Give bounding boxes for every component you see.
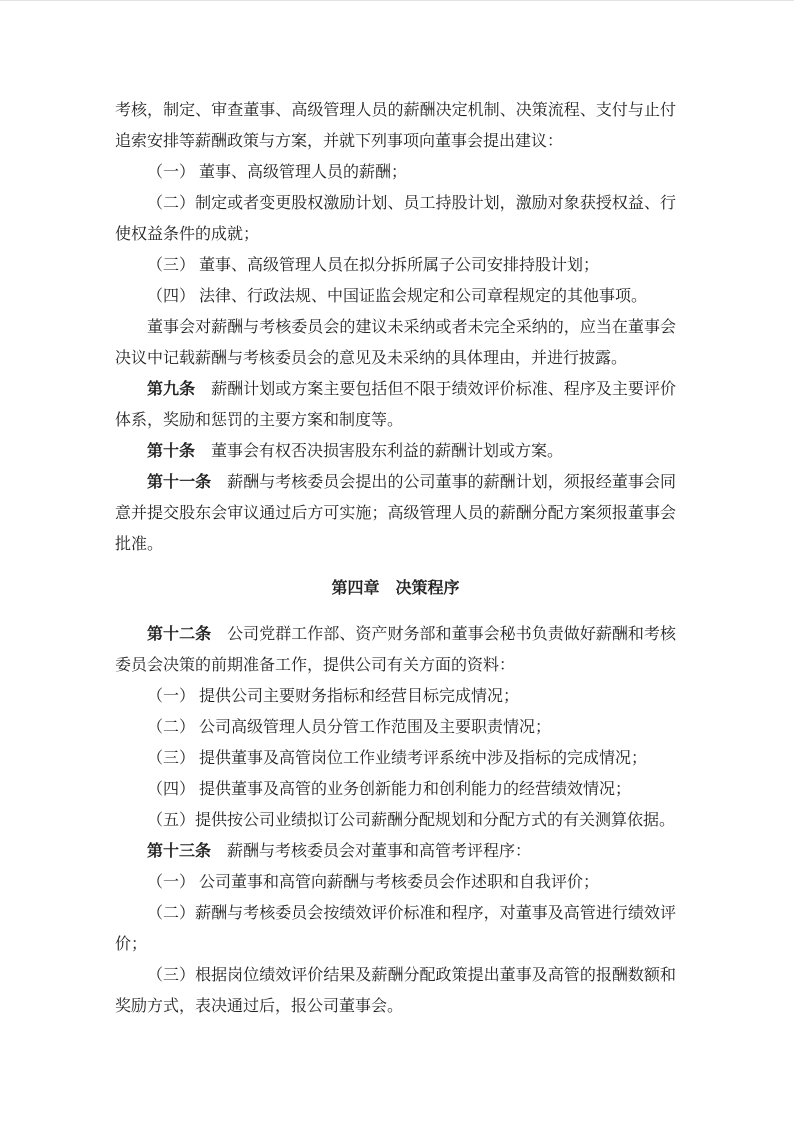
article-11-paragraph (115, 467, 676, 560)
article-11-number: 第十一条 (147, 474, 212, 491)
article-10-paragraph (115, 436, 676, 467)
list-item-13-3: （三）根据岗位绩效评价结果及薪酬分配政策提出董事及高管的报酬数额和奖励方式，表决通过后，报公司董事会。 (115, 967, 676, 1015)
article-13-number: 第十三条 (147, 843, 212, 860)
article-11-text: 薪酬与考核委员会提出的公司董事的薪酬计划，须报经董事会同意并提交股东会审议通过后方可实施；高级管理人员的薪酬分配方案须报董事会批准。 (115, 474, 676, 553)
body-paragraph: 董事会对薪酬与考核委员会的建议未采纳或者未完全采纳的，应当在董事会决议中记载薪酬与考核委员会的意见及未采纳的具体理由，并进行披露。 (115, 319, 676, 367)
list-item-12-2: （二） 公司高级管理人员分管工作范围及主要职责情况； (147, 719, 552, 736)
list-item-12-4: （四） 提供董事及高管的业务创新能力和创利能力的经营绩效情况； (147, 781, 632, 798)
list-item-2: （二）制定或者变更股权激励计划、员工持股计划，激励对象获授权益、行使权益条件的成就； (115, 195, 676, 243)
chapter-4-heading: 第四章 决策程序 (331, 580, 460, 597)
article-9-text: 薪酬计划或方案主要包括但不限于绩效评价标准、程序及主要评价体系，奖励和惩罚的主要方案和制度等。 (115, 381, 676, 429)
list-item-13-1: （一） 公司董事和高管向薪酬与考核委员会作述职和自我评价； (147, 874, 600, 891)
continuation-paragraph: 考核，制定、审查董事、高级管理人员的薪酬决定机制、决策流程、支付与止付追索安排等薪酬政策与方案，并就下列事项向董事会提出建议： (115, 102, 676, 150)
article-9-paragraph (115, 374, 676, 436)
list-item-1: （一） 董事、高级管理人员的薪酬； (147, 164, 408, 181)
article-10-text: 董事会有权否决损害股东利益的薪酬计划或方案。 (211, 443, 564, 460)
list-item-13-2: （二）薪酬与考核委员会按绩效评价标准和程序，对董事及高管进行绩效评价； (115, 905, 676, 953)
article-12-text: 公司党群工作部、资产财务部和董事会秘书负责做好薪酬和考核委员会决策的前期准备工作，提供公司有关方面的资料： (115, 626, 676, 674)
list-item-4: （四） 法律、行政法规、中国证监会规定和公司章程规定的其他事项。 (147, 288, 648, 305)
article-10-number: 第十条 (147, 443, 196, 460)
list-item-12-3: （三） 提供董事及高管岗位工作业绩考评系统中涉及指标的完成情况； (147, 750, 648, 767)
list-item-12-5: （五）提供按公司业绩拟订公司薪酬分配规划和分配方式的有关测算依据。 (147, 812, 676, 829)
article-9-number: 第九条 (147, 381, 196, 398)
article-13-text: 薪酬与考核委员会对董事和高管考评程序： (227, 843, 532, 860)
list-item-3: （三） 董事、高级管理人员在拟分拆所属子公司安排持股计划； (147, 257, 600, 274)
article-12-paragraph (115, 619, 676, 681)
article-12-number: 第十二条 (147, 626, 212, 643)
list-item-12-1: （一） 提供公司主要财务指标和经营目标完成情况； (147, 688, 520, 705)
article-13-paragraph (115, 836, 676, 867)
